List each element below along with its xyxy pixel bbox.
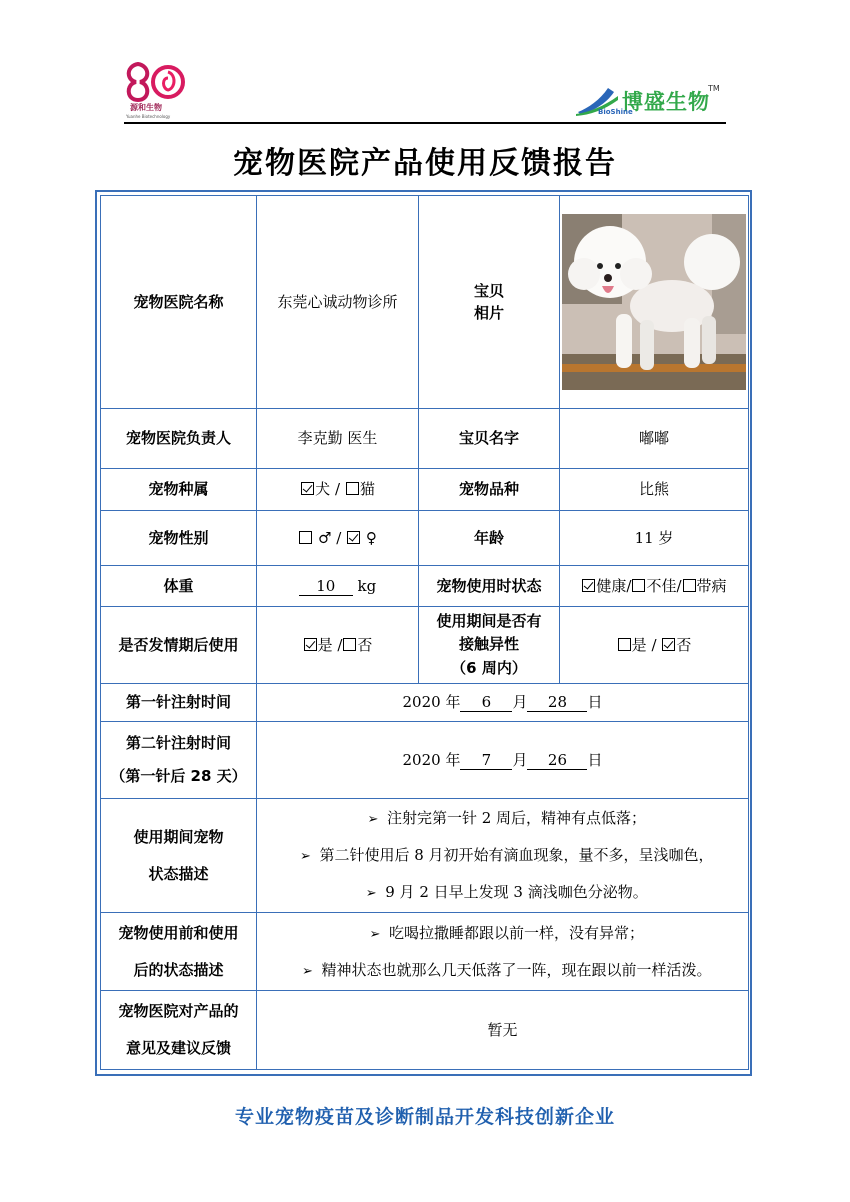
during-use-label-line2: 状态描述 xyxy=(148,864,209,883)
weight-value-cell xyxy=(257,566,419,607)
poodle-photo-icon xyxy=(562,214,746,390)
contact-label-line1: 使用期间是否有 xyxy=(436,612,542,631)
male-symbol-icon: ♂ xyxy=(317,528,332,547)
breed-value: 比熊 xyxy=(560,469,749,511)
photo-label xyxy=(419,196,560,409)
second-shot-label-line2: （第一针后 28 天） xyxy=(110,767,247,785)
pet-photo xyxy=(562,214,746,390)
age-label: 年龄 xyxy=(419,511,560,566)
footer-slogan: 专业宠物疫苗及诊断制品开发科技创新企业 xyxy=(234,1106,615,1128)
list-item xyxy=(257,874,748,911)
arrow-bullet-icon: ➢ xyxy=(300,849,311,864)
contact-separator: / xyxy=(651,635,657,654)
contact-label-line2: 接触异性 xyxy=(458,635,519,654)
species-cat-checkbox[interactable] xyxy=(346,482,359,495)
bioshine-logo-text: 博盛生物 xyxy=(622,90,710,114)
gender-value xyxy=(257,511,419,566)
first-shot-label: 第一针注射时间 xyxy=(101,684,257,722)
trademark-mark: TM xyxy=(708,84,720,93)
first-shot-date xyxy=(257,684,749,722)
estrus-separator: / xyxy=(337,635,343,654)
gender-label: 宠物性别 xyxy=(101,511,257,566)
arrow-bullet-icon: ➢ xyxy=(369,926,381,942)
second-shot-label-line1: 第二针注射时间 xyxy=(125,734,231,752)
species-label: 宠物种属 xyxy=(101,469,257,511)
weight-unit: kg xyxy=(357,576,377,595)
contact-label-line3: （6 周内） xyxy=(451,658,527,677)
bioshine-logo xyxy=(574,84,724,118)
state-healthy-text: 健康/ xyxy=(596,576,632,595)
list-item xyxy=(257,837,748,874)
list-item xyxy=(257,800,748,837)
arrow-bullet-icon: ➢ xyxy=(367,812,379,827)
estrus-yes-checkbox[interactable] xyxy=(304,638,317,651)
estrus-no-checkbox[interactable] xyxy=(343,638,356,651)
contact-yes-checkbox[interactable] xyxy=(618,638,631,651)
species-dog-checkbox[interactable] xyxy=(301,482,314,495)
feedback-label-line2: 意见及建议反馈 xyxy=(125,1039,231,1057)
estrus-yes-text: 是 xyxy=(317,635,333,654)
yuanhe-logo-icon xyxy=(124,58,186,104)
arrow-bullet-icon: ➢ xyxy=(365,886,377,901)
species-separator: / xyxy=(334,480,341,499)
estrus-value xyxy=(257,607,419,684)
species-dog-text: 犬 xyxy=(315,480,331,499)
feedback-label-line1: 宠物医院对产品的 xyxy=(118,1002,239,1021)
bioshine-logo-subtext: BioShine xyxy=(598,108,633,116)
photo-label-line1: 宝贝 xyxy=(473,281,504,300)
list-item-text: 精神状态也就那么几天低落了一阵，现在跟以前一样活泼。 xyxy=(321,960,712,979)
pet-name-label: 宝贝名字 xyxy=(419,409,560,469)
first-shot-day[interactable]: 28 xyxy=(527,693,587,712)
first-shot-day-unit: 日 xyxy=(587,693,603,712)
before-after-label-line1: 宠物使用前和使用 xyxy=(118,923,239,942)
yuanhe-logo-text: 源和生物 xyxy=(130,103,162,112)
list-item xyxy=(257,952,748,989)
estrus-label: 是否发情期后使用 xyxy=(101,607,257,684)
during-use-label-line1: 使用期间宠物 xyxy=(133,827,224,846)
weight-value[interactable]: 10 xyxy=(299,577,353,596)
second-shot-month[interactable]: 7 xyxy=(460,751,512,770)
first-shot-month-unit: 月 xyxy=(512,693,528,712)
contact-yes-text: 是 xyxy=(631,635,647,654)
during-use-label xyxy=(101,799,257,913)
gender-male-checkbox[interactable] xyxy=(299,531,312,544)
yuanhe-logo xyxy=(124,58,194,124)
estrus-no-text: 否 xyxy=(357,635,373,654)
state-sick-checkbox[interactable] xyxy=(683,579,696,592)
header-divider xyxy=(124,122,726,124)
second-shot-month-unit: 月 xyxy=(512,750,528,769)
hospital-head-value: 李克勤 医生 xyxy=(257,409,419,469)
during-use-description xyxy=(257,799,749,913)
contact-no-text: 否 xyxy=(676,635,692,654)
list-item-text: 9 月 2 日早上发现 3 滴浅咖色分泌物。 xyxy=(385,883,648,901)
age-value: 11 岁 xyxy=(560,511,749,566)
second-shot-year: 2020 年 xyxy=(402,750,461,769)
first-shot-year: 2020 年 xyxy=(402,693,461,712)
list-item-text: 注射完第一针 2 周后，精神有点低落； xyxy=(386,809,647,827)
second-shot-date xyxy=(257,722,749,799)
pet-photo-cell xyxy=(560,196,749,409)
feedback-label xyxy=(101,991,257,1070)
list-item-text: 吃喝拉撒睡都跟以前一样，没有异常； xyxy=(388,923,644,942)
arrow-bullet-icon: ➢ xyxy=(302,963,313,979)
species-value xyxy=(257,469,419,511)
list-item-text: 第二针使用后 8 月初开始有滴血现象，量不多，呈浅咖色， xyxy=(319,846,714,864)
gender-female-checkbox[interactable] xyxy=(347,531,360,544)
before-after-label xyxy=(101,913,257,991)
pet-name-value: 嘟嘟 xyxy=(560,409,749,469)
female-symbol-icon: ♀ xyxy=(365,528,377,547)
species-cat-text: 猫 xyxy=(359,480,375,499)
second-shot-label xyxy=(101,722,257,799)
hospital-name-value: 东莞心诚动物诊所 xyxy=(257,196,419,409)
page-title: 宠物医院产品使用反馈报告 xyxy=(233,146,617,181)
state-poor-text: 不佳/ xyxy=(646,576,682,595)
feedback-form xyxy=(100,195,749,1070)
yuanhe-logo-subtext: Yuanhe Biotechnology xyxy=(126,114,171,119)
contact-no-checkbox[interactable] xyxy=(662,638,675,651)
feedback-value: 暂无 xyxy=(257,991,749,1070)
photo-label-line2: 相片 xyxy=(473,304,504,322)
usage-state-label: 宠物使用时状态 xyxy=(419,566,560,607)
usage-state-value xyxy=(560,566,749,607)
contact-label xyxy=(419,607,560,684)
hospital-name-label: 宠物医院名称 xyxy=(101,196,257,409)
contact-value xyxy=(560,607,749,684)
state-sick-text: 带病 xyxy=(696,576,727,595)
second-shot-day-unit: 日 xyxy=(587,750,603,769)
state-healthy-checkbox[interactable] xyxy=(582,579,595,592)
before-after-label-line2: 后的状态描述 xyxy=(133,960,224,979)
first-shot-month[interactable]: 6 xyxy=(460,693,512,712)
gender-separator: / xyxy=(336,528,342,547)
state-poor-checkbox[interactable] xyxy=(632,579,645,592)
weight-label: 体重 xyxy=(101,566,257,607)
hospital-head-label: 宠物医院负责人 xyxy=(101,409,257,469)
breed-label: 宠物品种 xyxy=(419,469,560,511)
list-item xyxy=(257,915,748,952)
before-after-description xyxy=(257,913,749,991)
second-shot-day[interactable]: 26 xyxy=(527,751,587,770)
